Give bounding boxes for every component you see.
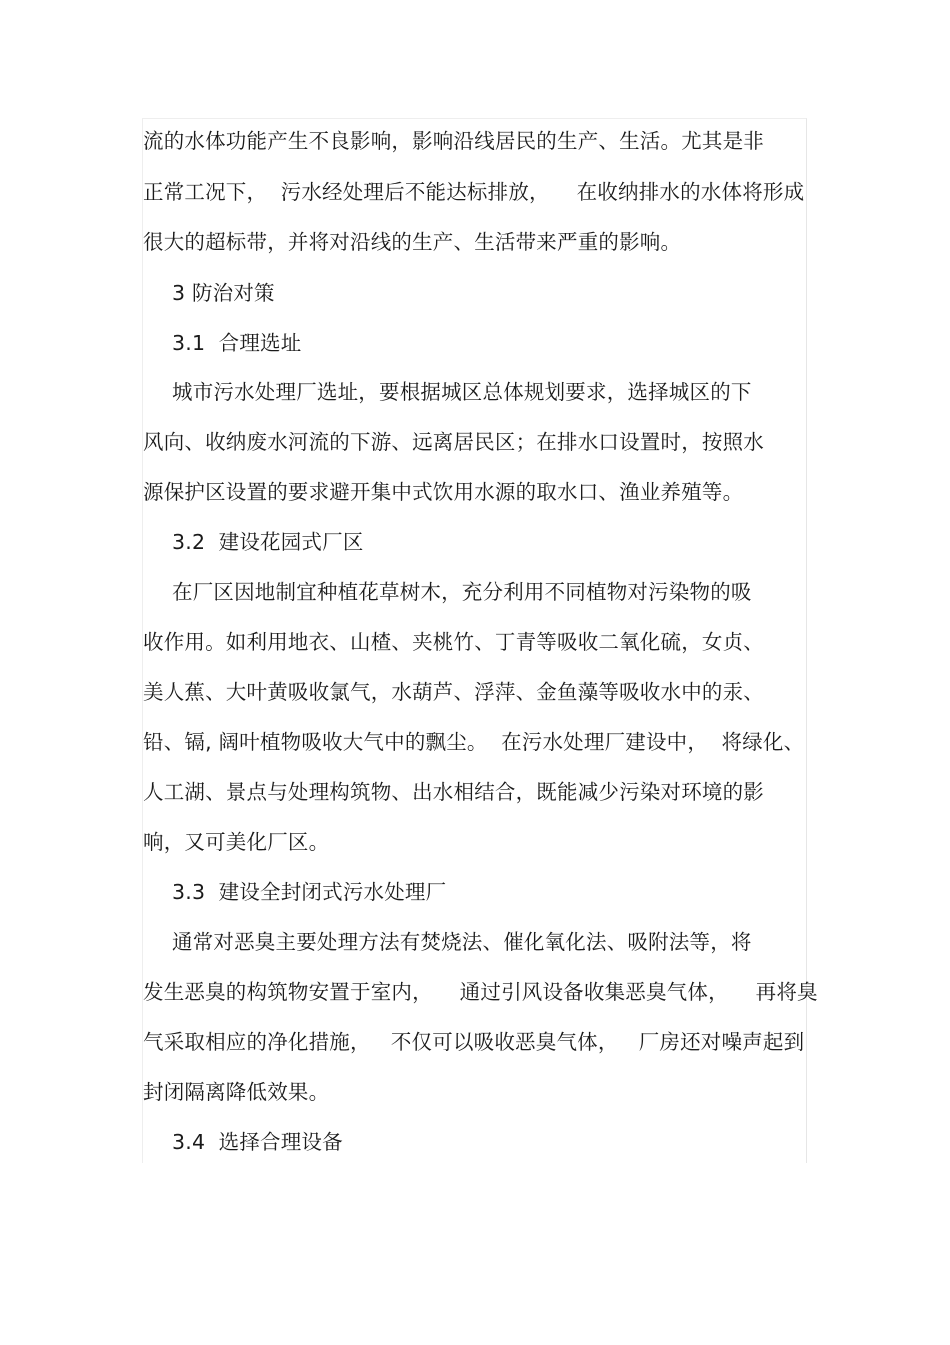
paragraph-line: 风向、收纳废水河流的下游、远离居民区；在排水口设置时，按照水 [143, 430, 764, 454]
paragraph-line: 很大的超标带，并将对沿线的生产、生活带来严重的影响。 [143, 230, 682, 254]
subsection-heading: 3.3 建设全封闭式污水处理厂 [172, 880, 447, 904]
paragraph-line: 响，又可美化厂区。 [143, 830, 330, 854]
section-heading: 3 防治对策 [172, 281, 275, 305]
subsection-heading: 3.4 选择合理设备 [172, 1130, 343, 1154]
paragraph-line: 封闭隔离降低效果。 [143, 1080, 330, 1104]
subsection-heading: 3.1 合理选址 [172, 331, 302, 355]
paragraph-line: 发生恶臭的构筑物安置于室内， 通过引风设备收集恶臭气体， 再将臭 [143, 980, 818, 1004]
paragraph-line: 人工湖、景点与处理构筑物、出水相结合，既能减少污染对环境的影 [143, 780, 764, 804]
paragraph-line: 铅、镉, 阔叶植物吸收大气中的飘尘。 在污水处理厂建设中， 将绿化、 [143, 730, 805, 754]
paragraph-line: 在厂区因地制宜种植花草树木，充分利用不同植物对污染物的吸 [172, 580, 752, 604]
paragraph-line: 气采取相应的净化措施， 不仅可以吸收恶臭气体， 厂房还对噪声起到 [143, 1030, 805, 1054]
paragraph-line: 流的水体功能产生不良影响，影响沿线居民的生产、生活。尤其是非 [143, 129, 764, 153]
subsection-heading: 3.2 建设花园式厂区 [172, 530, 364, 554]
paragraph-line: 正常工况下， 污水经处理后不能达标排放， 在收纳排水的水体将形成 [143, 180, 805, 204]
paragraph-line: 美人蕉、大叶黄吸收氯气，水葫芦、浮萍、金鱼藻等吸收水中的汞、 [143, 680, 764, 704]
paragraph-line: 通常对恶臭主要处理方法有焚烧法、催化氧化法、吸附法等，将 [172, 930, 752, 954]
paragraph-line: 城市污水处理厂选址，要根据城区总体规划要求，选择城区的下 [172, 380, 752, 404]
paragraph-line: 收作用。如利用地衣、山楂、夹桃竹、丁青等吸收二氧化硫，女贞、 [143, 630, 764, 654]
paragraph-line: 源保护区设置的要求避开集中式饮用水源的取水口、渔业养殖等。 [143, 480, 744, 504]
